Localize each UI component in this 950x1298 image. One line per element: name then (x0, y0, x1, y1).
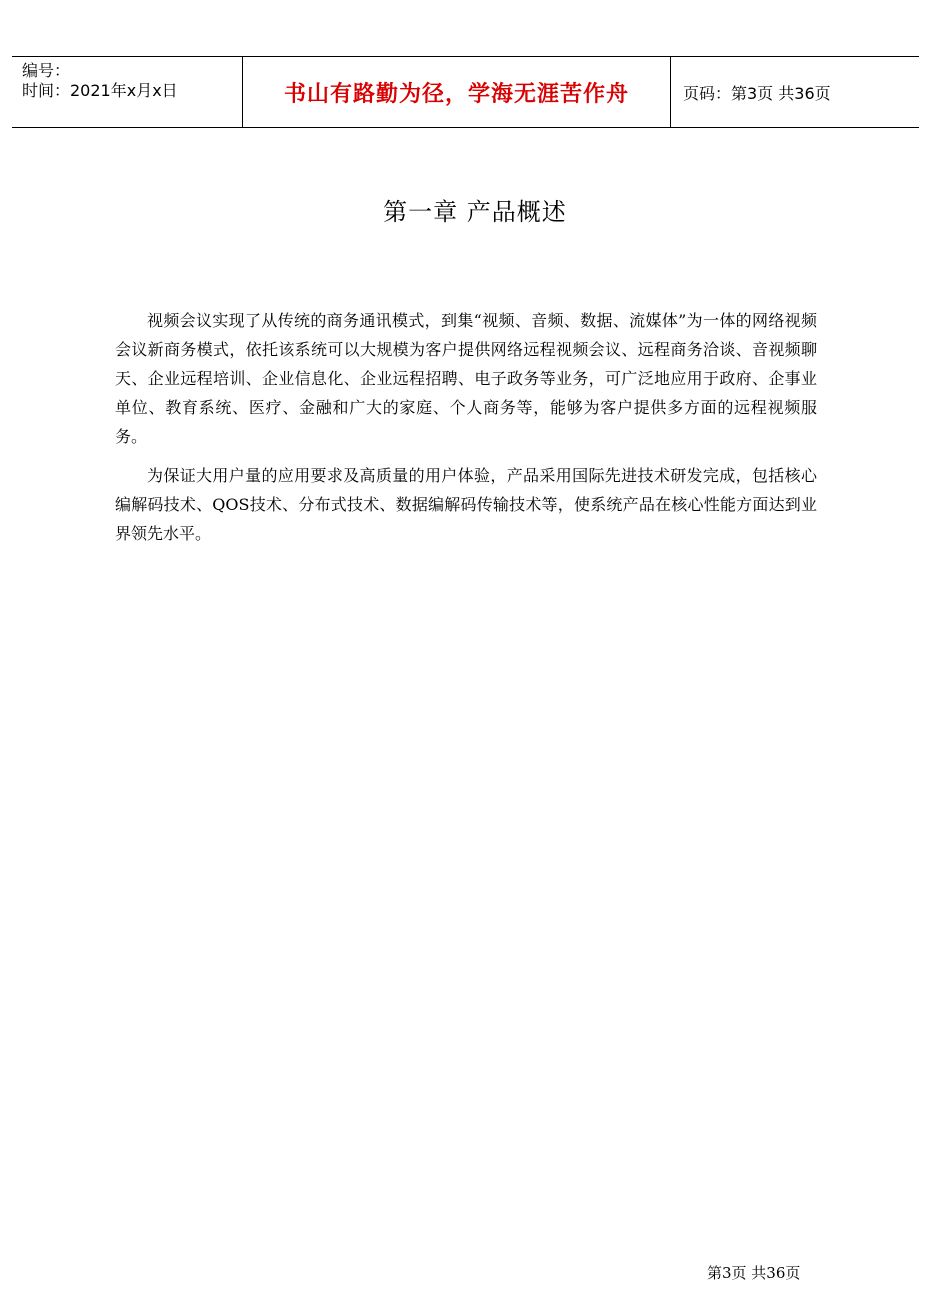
header-motto-cell (243, 57, 671, 127)
paragraph: 为保证大用户量的应用要求及高质量的用户体验，产品采用国际先进技术研发完成，包括核心编解码技术、QOS技术、分布式技术、数据编解码传输技术等，使系统产品在核心性能方面达到业界领先水平。 (115, 466, 817, 543)
page-header (12, 56, 919, 128)
date-line: 时间：2021年x月x日 (22, 81, 178, 100)
chapter-title: 第一章 产品概述 (383, 198, 567, 226)
paragraph: 视频会议实现了从传统的商务通讯模式，到集“视频、音频、数据、流媒体”为一体的网络视频会议新商务模式，依托该系统可以大规模为客户提供网络远程视频会议、远程商务洽谈、音视频聊天、企业远程培训、企业信息化、企业远程招聘、电子政务等业务，可广泛地应用于政府、企事业单位、教育系统、医疗、金融和广大的家庭、个人商务等，能够为客户提供多方面的远程视频服务。 (115, 311, 817, 446)
serial-number-label: 编号： (22, 61, 71, 80)
header-meta-cell (12, 57, 243, 127)
document-body (115, 306, 817, 558)
motto-text: 书山有路勤为径，学海无涯苦作舟 (283, 81, 629, 107)
header-page-cell (683, 57, 919, 127)
page-footer: 第3页 共36页 (707, 1264, 801, 1282)
page-info: 页码：第3页 共36页 (683, 83, 831, 103)
